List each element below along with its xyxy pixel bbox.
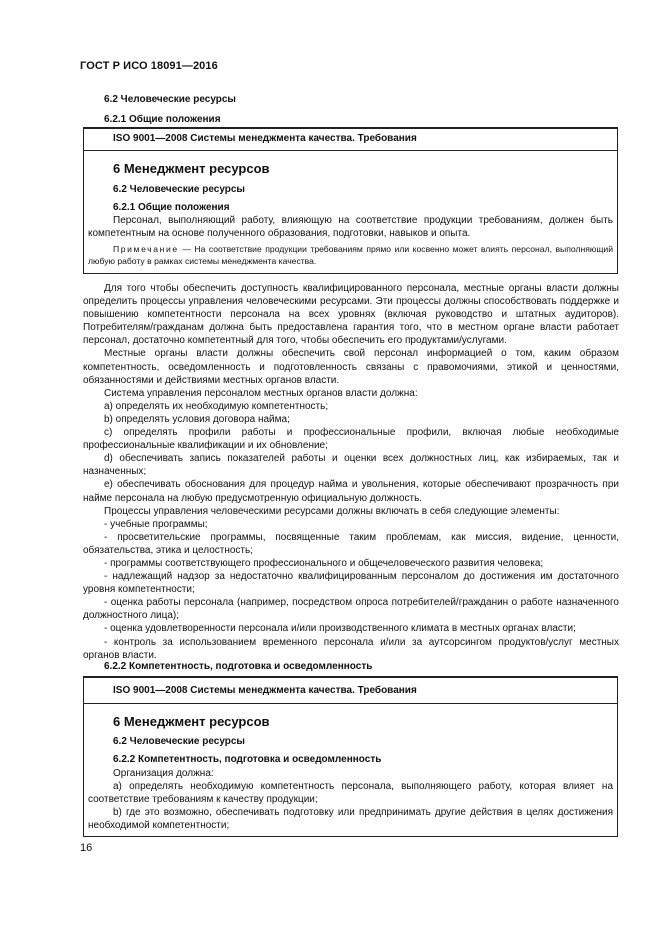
section-6-2-heading: 6.2 Человеческие ресурсы <box>104 94 236 105</box>
list-item-b: b) определять условия договора найма; <box>104 413 290 425</box>
list-item-a: a) определять их необходимую компетентность; <box>104 400 329 412</box>
box2-title-rule <box>84 703 617 704</box>
iso-quote-box-1 <box>83 127 618 274</box>
box1-note <box>88 243 613 267</box>
body-paragraph-1: Для того чтобы обеспечить доступность квалифицированного персонала, местные органы власти должны определить процессы управления человеческими ресурсами. Эти процессы должны способствовать поддержке и повышению компетентности персонала на всех уровнях (включая руководство и штатных аудиторов). Потребителям/гражданам должна быть предоставлена гарантия того, что в местном органе власти работает персонал, достаточно компетентный для того, чтобы обеспечить его продуктами/услугами. <box>83 283 619 347</box>
box1-heading-6-2-1: 6.2.1 Общие положения <box>113 202 230 213</box>
list-item-e: e) обеспечивать обоснования для процедур найма и увольнения, которые обеспечивают прозрачность при найме персонала на любую предусмотренную официальную должность. <box>83 479 619 504</box>
list-item-c: c) определять профили работы и профессиональные профили, включая любые необходимые профессиональные квалификации и их обновление; <box>83 427 619 452</box>
box1-heading-6-2: 6.2 Человеческие ресурсы <box>113 184 245 195</box>
box1-note-dash: — <box>178 244 195 255</box>
box2-title: ISO 9001—2008 Системы менеджмента качества. Требования <box>113 685 417 696</box>
box1-title: ISO 9001—2008 Системы менеджмента качества. Требования <box>113 133 417 144</box>
box1-heading-6: 6 Менеджмент ресурсов <box>113 161 270 176</box>
box2-heading-6: 6 Менеджмент ресурсов <box>113 714 270 729</box>
body-paragraph-4: Процессы управления человеческими ресурсами должны включать в себя следующие элементы: <box>104 505 560 517</box>
box1-note-label: Примечание <box>113 244 179 255</box>
box2-list-item-b: b) где это возможно, обеспечивать подготовку или предпринимать другие действия в целях достижения необходимой компетентности; <box>88 807 613 832</box>
main-body <box>83 282 619 662</box>
box2-list-item-a: a) определять необходимую компетентность персонала, выполняющего работу, которая влияет на соответствие требованиям к качеству продукции; <box>88 781 613 806</box>
dash-item-3: - программы соответствующего профессионального и общечеловеческого развития человека; <box>104 557 544 569</box>
box1-title-rule <box>84 150 617 151</box>
document-header: ГОСТ Р ИСО 18091—2016 <box>80 60 218 72</box>
dash-item-2: - просветительские программы, посвященные таким проблемам, как миссия, видение, ценности, обязательства, этика и целостность; <box>83 531 619 556</box>
dash-item-5: - оценка работы персонала (например, посредством опроса потребителей/гражданин о работе назначенного должностного лица); <box>83 597 619 622</box>
dash-item-7: - контроль за использованием временного персонала и/или за аутсорсингом продуктов/услуг местных органов власти. <box>83 636 619 661</box>
box2-paragraph: Организация должна: <box>113 768 214 779</box>
dash-item-1: - учебные программы; <box>104 518 208 530</box>
section-6-2-2-heading: 6.2.2 Компетентность, подготовка и осведомленность <box>104 661 373 672</box>
list-item-d: d) обеспечивать запись показателей работы и оценки всех должностных лиц, как избираемых, так и назначенных; <box>83 453 619 478</box>
page-number: 16 <box>80 842 93 854</box>
box2-heading-6-2: 6.2 Человеческие ресурсы <box>113 736 245 747</box>
box1-note-text: На соответствие продукции требованиям прямо или косвенно может влиять персонал, выполняющий любую работу в рамках системы менеджмента качества. <box>88 244 613 267</box>
iso-quote-box-2 <box>83 676 618 837</box>
body-paragraph-3: Система управления персоналом местных органов власти должна: <box>104 387 418 399</box>
box1-paragraph: Персонал, выполняющий работу, влияющую на соответствие продукции требованиям, должен быть компетентным на основе полученного образования, подготовки, навыков и опыта. <box>88 215 613 240</box>
box2-heading-6-2-2: 6.2.2 Компетентность, подготовка и осведомленность <box>113 754 382 765</box>
section-6-2-1-heading: 6.2.1 Общие положения <box>104 114 221 125</box>
dash-item-6: - оценка удовлетворенности персонала и/или производственного климата в местных органах власти; <box>104 623 576 635</box>
dash-item-4: - надлежащий надзор за недостаточно квалифицированным персоналом до достижения им достаточного уровня компетентности; <box>83 571 619 596</box>
body-paragraph-2: Местные органы власти должны обеспечить свой персонал информацией о том, каким образом компетентность, осведомленность и подготовленность связаны с правомочиями, этикой и ценностями, обязанностями и действиями местных органов власти. <box>83 348 619 386</box>
